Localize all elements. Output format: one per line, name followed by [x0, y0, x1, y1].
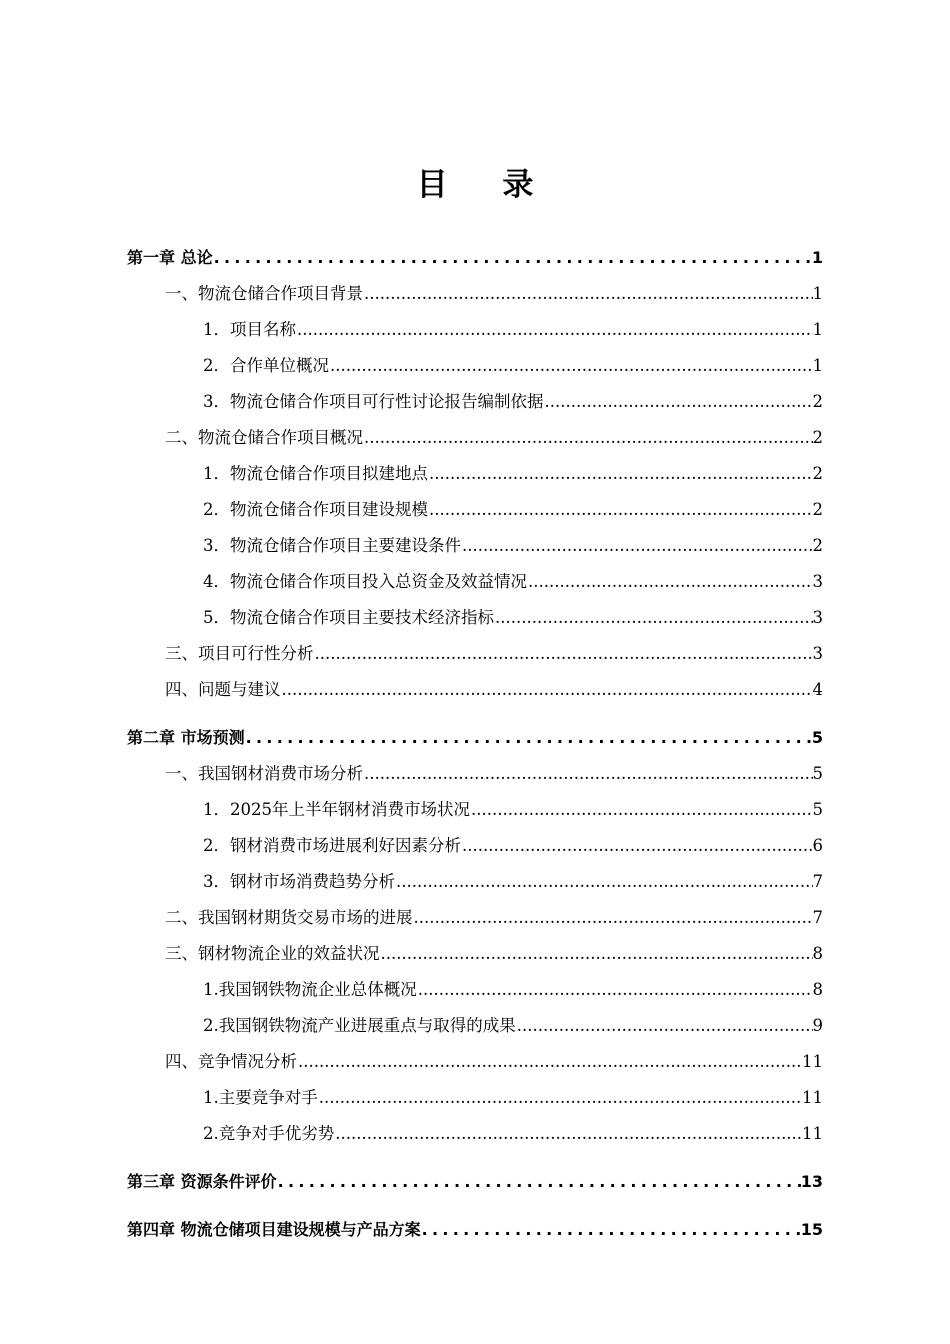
toc-entry-page-number: 5: [811, 728, 823, 747]
toc-entry-label: 第三章 资源条件评价: [127, 1172, 277, 1191]
dot-leader: [422, 1219, 801, 1241]
toc-entry-page-number: 8: [812, 980, 823, 999]
dot-leader: [528, 571, 813, 593]
toc-entry-label: 3．物流仓储合作项目主要建设条件: [203, 536, 461, 555]
toc-entry-label: 二、我国钢材期货交易市场的进展: [165, 908, 413, 927]
toc-entry-label: 1．项目名称: [203, 320, 296, 339]
toc-entry[interactable]: [127, 341, 823, 377]
dot-leader: [278, 1171, 801, 1193]
toc-entry[interactable]: [127, 305, 823, 341]
toc-entry-label: 2．物流仓储合作项目建设规模: [203, 500, 428, 519]
toc-entry-page-number: 7: [812, 872, 823, 891]
toc-entry-label: 1.主要竞争对手: [203, 1088, 318, 1107]
toc-entry-page-number: 11: [802, 1088, 823, 1107]
toc-entry-label: 三、钢材物流企业的效益状况: [165, 944, 380, 963]
toc-entry-page-number: 11: [802, 1052, 823, 1071]
toc-entry-label: 2.竞争对手优劣势: [203, 1124, 335, 1143]
dot-leader: [471, 799, 813, 821]
toc-entry[interactable]: [127, 521, 823, 557]
dot-leader: [429, 499, 813, 521]
toc-entry[interactable]: [127, 749, 823, 785]
toc-entry[interactable]: [127, 1073, 823, 1109]
dot-leader: [396, 871, 813, 893]
toc-entry-label: 2.我国钢铁物流产业进展重点与取得的成果: [203, 1016, 516, 1035]
toc-entry-label: 二、物流仓储合作项目概况: [165, 428, 363, 447]
toc-entry-page-number: 5: [812, 764, 823, 783]
toc-entry-page-number: 2: [812, 464, 823, 483]
toc-entry-page-number: 2: [812, 536, 823, 555]
toc-entry[interactable]: [127, 413, 823, 449]
toc-entry-page-number: 1: [812, 284, 823, 303]
toc-entry-page-number: 2: [812, 392, 823, 411]
toc-entry[interactable]: [127, 665, 823, 701]
toc-entry[interactable]: [127, 557, 823, 593]
dot-leader: [414, 907, 813, 929]
toc-entry-page-number: 3: [812, 608, 823, 627]
toc-entry[interactable]: [127, 965, 823, 1001]
toc-entry[interactable]: [127, 1037, 823, 1073]
dot-leader: [429, 463, 813, 485]
toc-entry-page-number: 2: [812, 428, 823, 447]
dot-leader: [381, 943, 813, 965]
dot-leader: [315, 643, 813, 665]
toc-entry[interactable]: [127, 269, 823, 305]
toc-entry-label: 第四章 物流仓储项目建设规模与产品方案: [127, 1220, 421, 1239]
toc-entry[interactable]: [127, 449, 823, 485]
toc-entry[interactable]: [127, 1157, 823, 1193]
dot-leader: [364, 283, 813, 305]
dot-leader: [335, 1123, 802, 1145]
dot-leader: [364, 427, 813, 449]
toc-entry-label: 4．物流仓储合作项目投入总资金及效益情况: [203, 572, 527, 591]
toc-entry[interactable]: [127, 377, 823, 413]
toc-entry[interactable]: [127, 1001, 823, 1037]
toc-entry-label: 三、项目可行性分析: [165, 644, 314, 663]
toc-entry-label: 5．物流仓储合作项目主要技术经济指标: [203, 608, 494, 627]
toc-entry-label: 1．2025年上半年钢材消费市场状况: [203, 800, 470, 819]
dot-leader: [462, 835, 813, 857]
toc-entry-page-number: 5: [812, 800, 823, 819]
toc-title: 目 录: [416, 167, 556, 203]
dot-leader: [330, 355, 813, 377]
toc-entry-page-number: 1: [812, 356, 823, 375]
toc-entry-label: 3．钢材市场消费趋势分析: [203, 872, 395, 891]
dot-leader: [462, 535, 813, 557]
dot-leader: [246, 727, 812, 749]
toc-entry-page-number: 2: [812, 500, 823, 519]
toc-entry-page-number: 15: [800, 1220, 823, 1239]
toc-entry-label: 一、物流仓储合作项目背景: [165, 284, 363, 303]
toc-entry[interactable]: [127, 1109, 823, 1145]
dot-leader: [545, 391, 813, 413]
dot-leader: [364, 763, 813, 785]
toc-entry-page-number: 6: [812, 836, 823, 855]
toc-entry-page-number: 1: [812, 320, 823, 339]
dot-leader: [418, 979, 813, 1001]
dot-leader: [214, 247, 812, 269]
toc-entry[interactable]: [127, 233, 823, 269]
dot-leader: [297, 319, 813, 341]
toc-entry-label: 1．物流仓储合作项目拟建地点: [203, 464, 428, 483]
dot-leader: [517, 1015, 813, 1037]
toc-entry-label: 四、竞争情况分析: [165, 1052, 297, 1071]
dot-leader: [282, 679, 813, 701]
toc-entry-page-number: 3: [812, 572, 823, 591]
toc-entry[interactable]: [127, 485, 823, 521]
toc-entry[interactable]: [127, 785, 823, 821]
toc-entry-label: 3．物流仓储合作项目可行性讨论报告编制依据: [203, 392, 544, 411]
toc-entry-label: 1.我国钢铁物流企业总体概况: [203, 980, 417, 999]
dot-leader: [319, 1087, 802, 1109]
dot-leader: [495, 607, 813, 629]
toc-entry[interactable]: [127, 1205, 823, 1241]
toc-entry[interactable]: [127, 629, 823, 665]
toc-entry-page-number: 13: [800, 1172, 823, 1191]
toc-entry-label: 2．钢材消费市场进展利好因素分析: [203, 836, 461, 855]
toc-entry[interactable]: [127, 593, 823, 629]
toc-entry-page-number: 1: [811, 248, 823, 267]
toc-entry-page-number: 3: [812, 644, 823, 663]
toc-entry[interactable]: [127, 893, 823, 929]
toc-entry-page-number: 9: [812, 1016, 823, 1035]
toc-entry-page-number: 8: [812, 944, 823, 963]
toc-entry-label: 一、我国钢材消费市场分析: [165, 764, 363, 783]
toc-entry-label: 第一章 总论: [127, 248, 213, 267]
toc-entry-label: 第二章 市场预测: [127, 728, 245, 747]
toc-entry-page-number: 7: [812, 908, 823, 927]
toc-entry[interactable]: [127, 713, 823, 749]
dot-leader: [298, 1051, 802, 1073]
toc-entry-page-number: 4: [812, 680, 823, 699]
toc-entry-label: 2．合作单位概况: [203, 356, 329, 375]
toc-entry[interactable]: [127, 929, 823, 965]
toc-entry-label: 四、问题与建议: [165, 680, 281, 699]
toc-entry[interactable]: [127, 857, 823, 893]
toc-entry[interactable]: [127, 821, 823, 857]
toc-entry-page-number: 11: [802, 1124, 823, 1143]
table-of-contents: [127, 233, 823, 1241]
